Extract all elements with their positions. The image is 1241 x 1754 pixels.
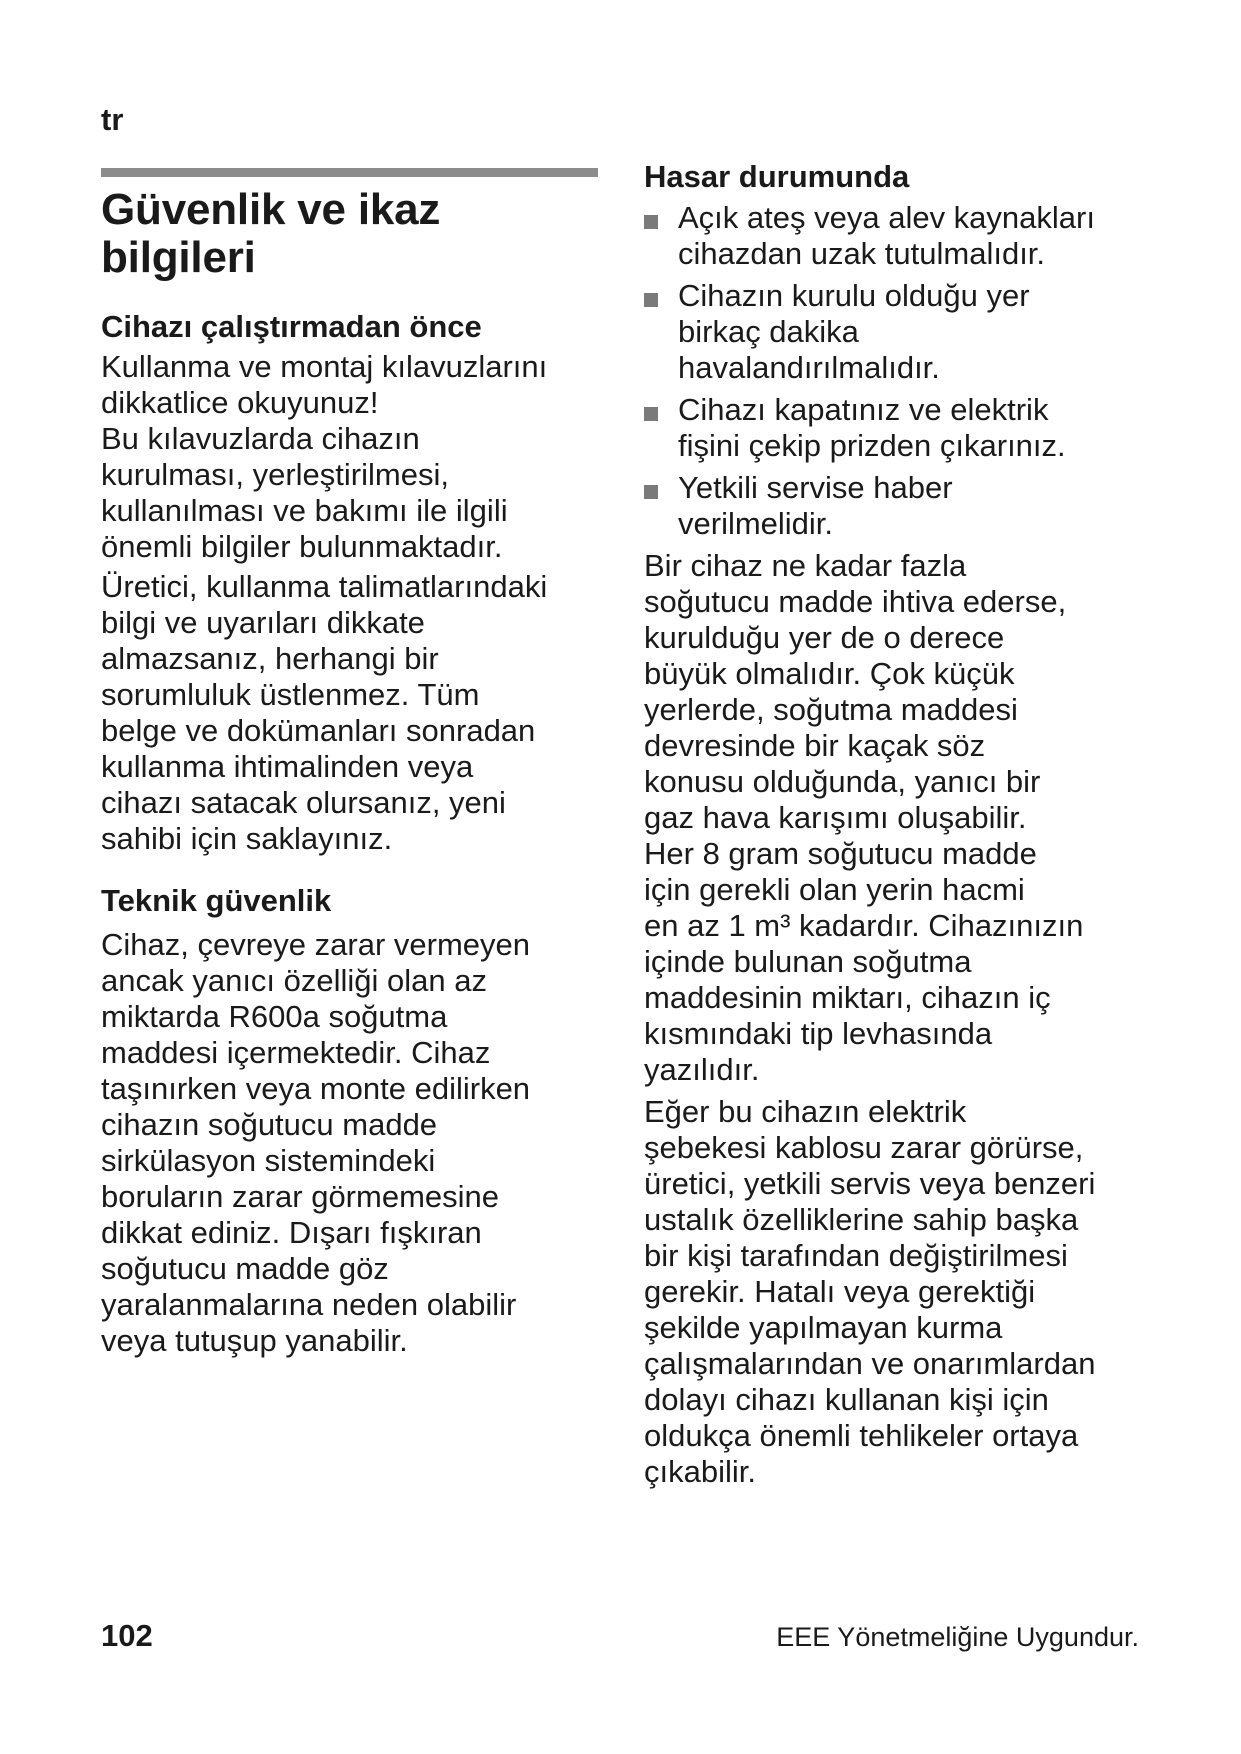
right-column [644, 158, 1144, 1490]
footer-compliance-note: EEE Yönetmeliğine Uygundur. [776, 1622, 1139, 1652]
page-title: Güvenlik ve ikaz bilgileri [101, 185, 441, 282]
section-heading-before-operation: Cihazı çalıştırmadan önce [101, 309, 482, 344]
section-heading-in-case-of-damage: Hasar durumunda [644, 159, 910, 194]
list-item [644, 470, 1144, 542]
list-item [644, 392, 1144, 464]
list-item-text: Yetkili servise haber verilmelidir. [678, 470, 953, 541]
square-bullet-icon [644, 293, 658, 307]
paragraph-manufacturer-liability: Üretici, kullanma talimatlarındaki bilgi ve uyarıları dikkate almazsanız, herhangi bir sorumluluk üstlenmez. Tüm belge ve dokümanları sonradan kullanma ihtimalinden veya cihazı satacak olursanız, yeni sahibi için saklayınız. [101, 569, 548, 856]
section-heading-technical-safety: Teknik güvenlik [101, 883, 332, 918]
language-tag: tr [101, 102, 124, 137]
list-item-text: Açık ateş veya alev kaynakları cihazdan uzak tutulmalıdır. [678, 200, 1095, 271]
paragraph-room-size: Bir cihaz ne kadar fazla soğutucu madde ihtiva ederse, kurulduğu yer de o derece büyük olmalıdır. Çok küçük yerlerde, soğutma maddesi devresinde bir kaçak söz konusu olduğunda, yanıcı bir gaz hava karışımı oluşabilir. Her 8 gram soğutucu madde için gerekli olan yerin hacmi en az 1 m³ kadardır. Cihazınızın içinde bulunan soğutma maddesinin miktarı, cihazın iç kısmındaki tip levhasında yazılıdır. [644, 548, 1084, 1087]
square-bullet-icon [644, 407, 658, 421]
list-item [644, 200, 1144, 272]
section-divider [101, 168, 598, 177]
square-bullet-icon [644, 485, 658, 499]
paragraph-read-manuals: Kullanma ve montaj kılavuzlarını dikkatlice okuyunuz! Bu kılavuzlarda cihazın kurulması, yerleştirilmesi, kullanılması ve bakımı ile ilgili önemli bilgiler bulunmaktadır. [101, 349, 548, 564]
left-column [101, 186, 601, 1359]
list-item [644, 278, 1144, 386]
paragraph-power-cable: Eğer bu cihazın elektrik şebekesi kablosu zarar görürse, üretici, yetkili servis veya benzeri ustalık özelliklerine sahip başka bir kişi tarafından değiştirilmesi gerekir. Hatalı veya gerektiği şekilde yapılmayan kurma çalışmalarından ve onarımlardan dolayı cihazı kullanan kişi için oldukça önemli tehlikeler ortaya çıkabilir. [644, 1094, 1096, 1489]
paragraph-refrigerant-info: Cihaz, çevreye zarar vermeyen ancak yanıcı özelliği olan az miktarda R600a soğutma maddesi içermektedir. Cihaz taşınırken veya monte edilirken cihazın soğutucu madde sirkülasyon sistemindeki boruların zarar görmemesine dikkat ediniz. Dışarı fışkıran soğutucu madde göz yaralanmalarına neden olabilir veya tutuşup yanabilir. [101, 927, 531, 1358]
square-bullet-icon [644, 215, 658, 229]
list-item-text: Cihazın kurulu olduğu yer birkaç dakika havalandırılmalıdır. [678, 278, 1030, 385]
damage-instructions-list [644, 200, 1144, 542]
list-item-text: Cihazı kapatınız ve elektrik fişini çekip prizden çıkarınız. [678, 392, 1066, 463]
page-number: 102 [101, 1618, 153, 1653]
